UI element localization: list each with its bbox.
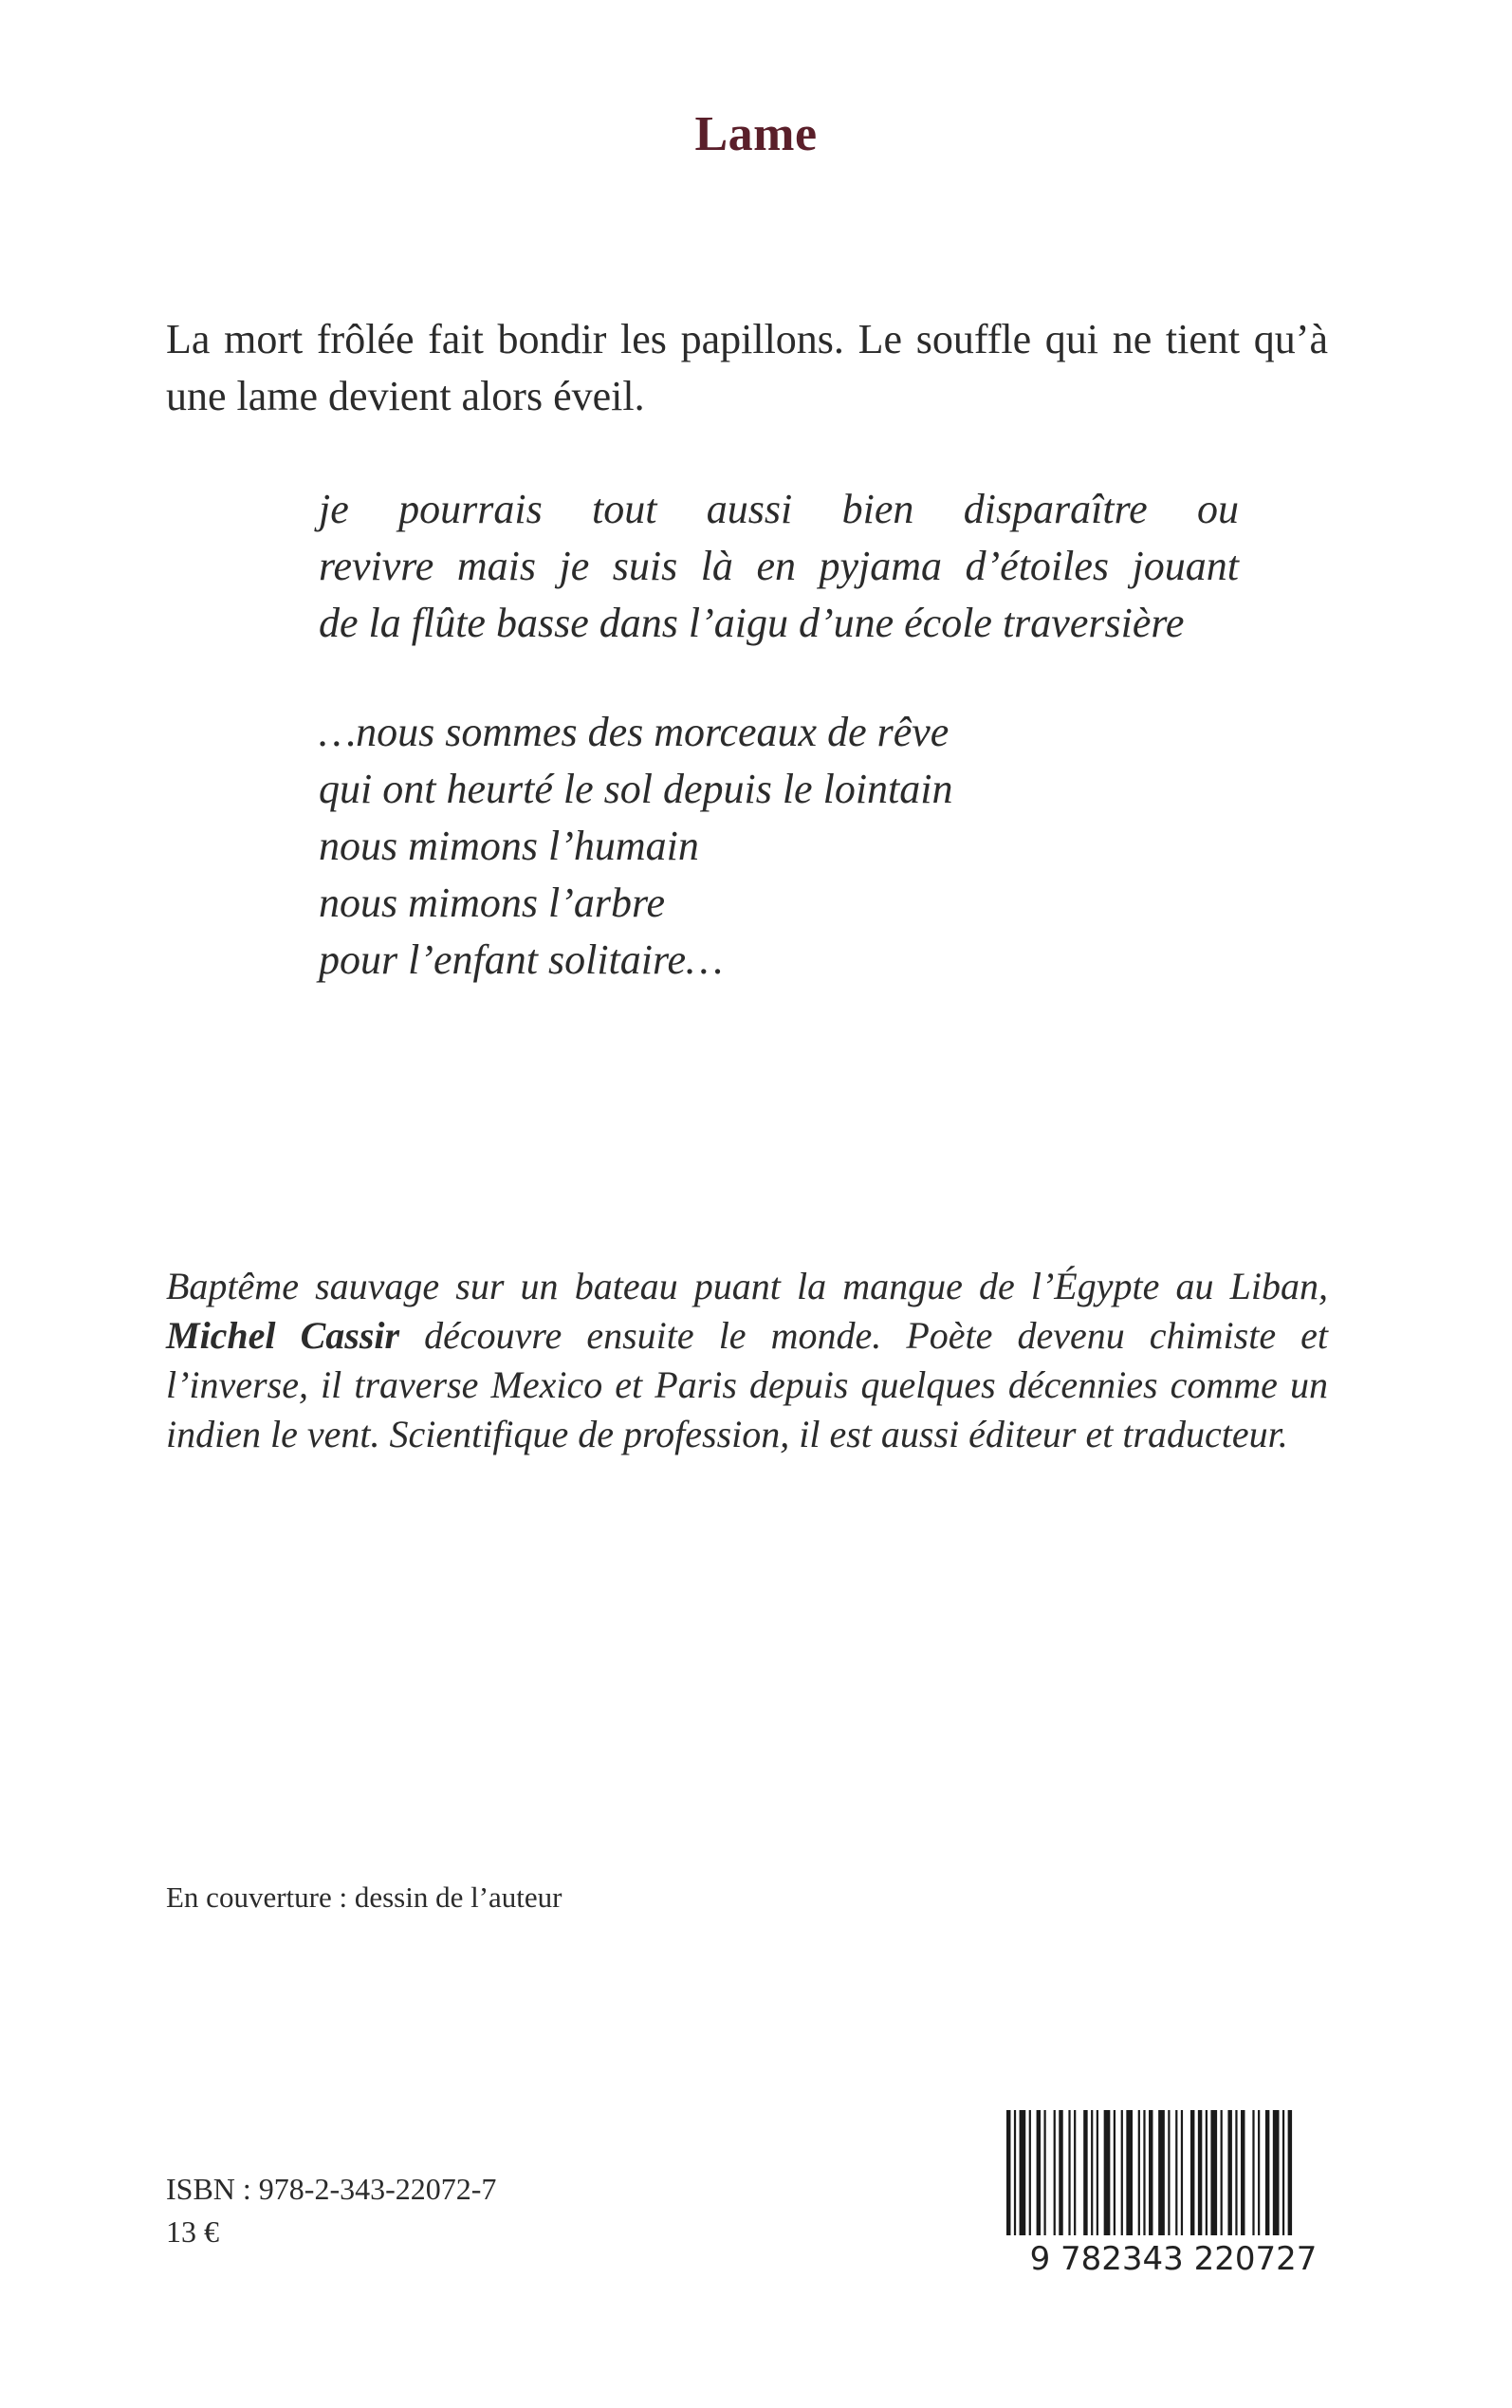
barcode-bar [1104, 2110, 1111, 2235]
barcode-bar [1265, 2110, 1269, 2235]
isbn: ISBN : 978-2-343-22072-7 [166, 2172, 497, 2206]
barcode-bar [1114, 2110, 1116, 2235]
barcode-bar [1241, 2110, 1245, 2235]
barcode-bar [1006, 2110, 1010, 2235]
barcode-bar [1029, 2110, 1031, 2235]
poem-stanza-2 [319, 704, 1239, 989]
poem-line: je pourrais tout aussi bien disparaître ou [319, 486, 1239, 532]
barcode-bar [1158, 2110, 1165, 2235]
barcode-bar [1143, 2110, 1145, 2235]
barcode-bar [1054, 2110, 1056, 2235]
barcode-bar [1037, 2110, 1041, 2235]
barcode-bar [1149, 2110, 1152, 2235]
poem-line: de la flûte basse dans l’aigu d’une école traversière [319, 600, 1185, 646]
poem-line: pour l’enfant solitaire… [319, 936, 724, 983]
barcode-bar [1206, 2110, 1208, 2235]
bio-text: Baptême sauvage sur un bateau puant la mangue de l’Égypte au Liban, [166, 1265, 1328, 1307]
intro-text: La mort frôlée fait bondir les papillons. Le souffle qui ne tient qu’à une lame devient alors éveil. [166, 316, 1328, 419]
barcode-bar [1288, 2110, 1292, 2235]
barcode-bar [1273, 2110, 1280, 2235]
poem-line: nous mimons l’humain [319, 823, 699, 869]
barcode-bar [1138, 2110, 1140, 2235]
poem-line: qui ont heurté le sol depuis le lointain [319, 766, 953, 812]
barcode-bar [1190, 2110, 1194, 2235]
barcode-bar [1097, 2110, 1098, 2235]
author-name: Michel Cassir [166, 1314, 400, 1357]
barcode-bar [1198, 2110, 1202, 2235]
barcode-bar [1258, 2110, 1260, 2235]
poem-line: revivre mais je suis là en pyjama d’étoiles jouant [319, 543, 1239, 589]
barcode [1001, 2106, 1347, 2277]
cover-credit: En couverture : dessin de l’auteur [166, 1880, 562, 1914]
barcode-bar [1059, 2110, 1062, 2235]
barcode-bar [1020, 2110, 1026, 2235]
poem-line: nous mimons l’arbre [319, 880, 666, 926]
barcode-bar [1014, 2110, 1016, 2235]
barcode-bar [1235, 2110, 1237, 2235]
barcode-bar [1074, 2110, 1076, 2235]
book-title: Lame [694, 107, 818, 161]
barcode-bar [1181, 2110, 1183, 2235]
barcode-bar [1121, 2110, 1123, 2235]
barcode-bar [1227, 2110, 1231, 2235]
barcode-bar [1210, 2110, 1217, 2235]
bio-text: découvre ensuite le monde. Poète devenu chimiste et l’inverse, il traverse Mexico et Paris depuis quelques décennies comme un indien le vent. Scientifique de profession, il est aussi éditeur et traducteur. [166, 1314, 1328, 1455]
barcode-bar [1068, 2110, 1070, 2235]
barcode-bar [1168, 2110, 1170, 2235]
author-biography [166, 1262, 1328, 1459]
price: 13 € [166, 2214, 219, 2249]
barcode-bar [1083, 2110, 1087, 2235]
barcode-bar [1175, 2110, 1177, 2235]
intro-paragraph [166, 311, 1328, 425]
barcode-bar [1126, 2110, 1133, 2235]
poem-stanza-1 [319, 481, 1239, 652]
poem-line: …nous sommes des morceaux de rêve [319, 709, 950, 755]
barcode-digits: 9 782343 220727 [1029, 2240, 1318, 2277]
barcode-bar [1091, 2110, 1093, 2235]
barcode-bar [1043, 2110, 1045, 2235]
barcode-bar [1252, 2110, 1254, 2235]
barcode-bar [1282, 2110, 1284, 2235]
barcode-bar [1221, 2110, 1223, 2235]
